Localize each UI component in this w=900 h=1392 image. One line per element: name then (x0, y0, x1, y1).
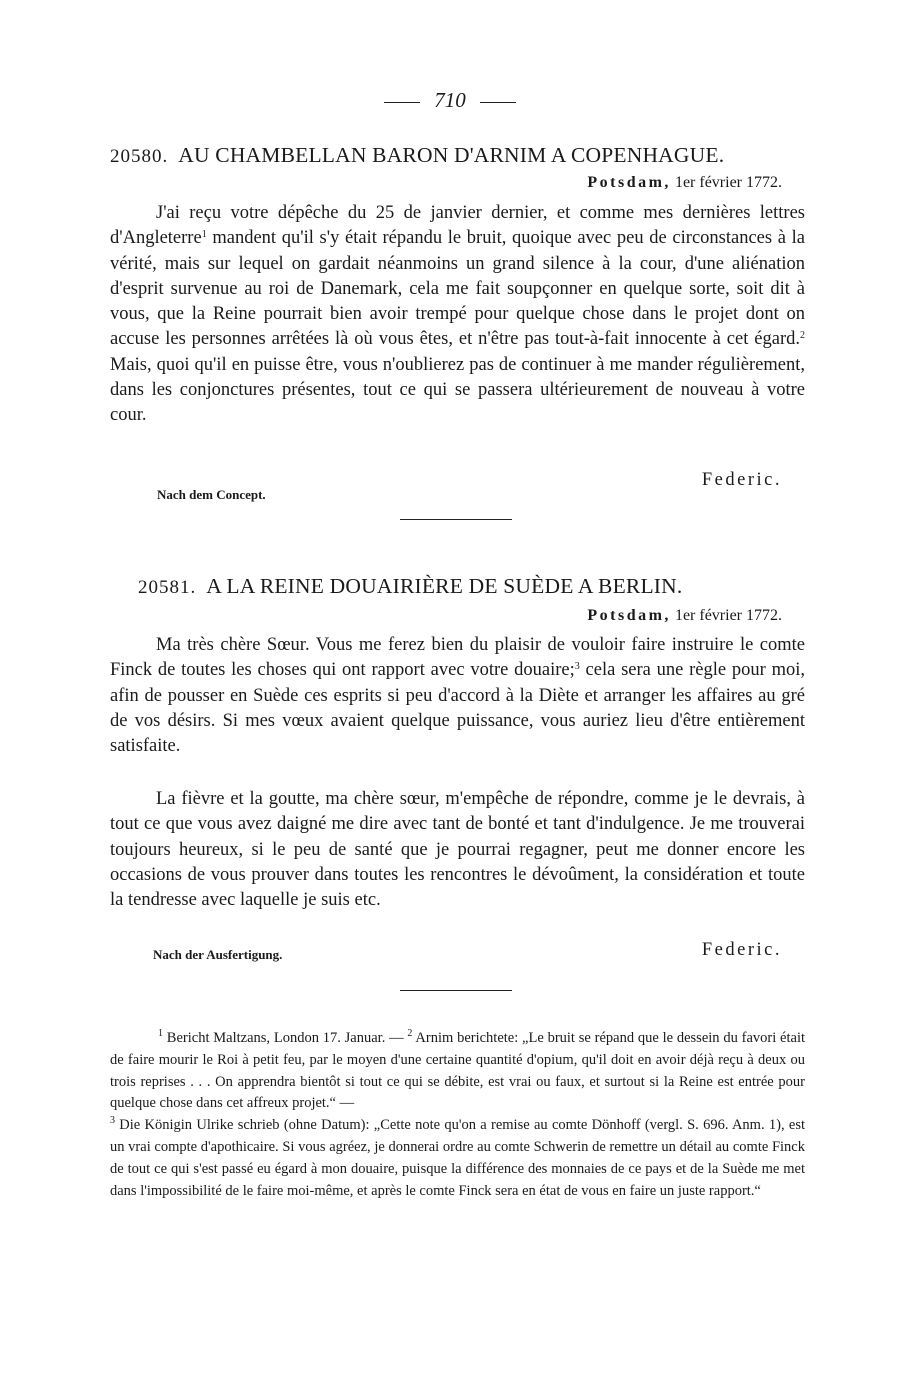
source-note: Nach dem Concept. (157, 487, 266, 502)
footnote-ref: 1 (201, 229, 207, 241)
letter-title: AU CHAMBELLAN BARON D'ARNIM A COPENHAGUE. (178, 143, 725, 167)
signature: Federic. (701, 470, 782, 490)
footnote-body: Die Königin Ulrike schrieb (ohne Datum): „Cette note qu'on a remise au comte Dönhoff (vergl. S. 696. Anm. 1), est un vrai compte d'apothicaire. Si vous agréez, je donnerai ordre au comte Schwerin de remettre un détail au comte Finck de tout ce qui s'est passé eu égard à mon douaire, puisque la différence des monnaies de ce pays et de la Suède me met dans l'impossibilité de le faire moi-même, et après le comte Finck sera en état de vous en faire un juste rapport.“ (110, 1117, 805, 1199)
page-number-right-dash (480, 102, 516, 103)
page-number-text: 710 (434, 88, 466, 112)
letter-body: La fièvre et la goutte, ma chère sœur, m'empêche de répondre, comme je le devrais, à tout ce que vous avez daigné me dire avec tant de bonté et tant d'indulgence. Je me trouverai toujours heureux, si le peu de santé que je pourrai regagner, peut me donner encore les occasions de vous prouver dans toutes les rencontres le dévoûment, la considération et toute la tendresse avec laquelle je suis etc. (110, 789, 805, 911)
letter-number: 20581. (138, 577, 197, 598)
separator-rule (400, 990, 512, 991)
signature: Federic. (701, 940, 782, 960)
footnote-body: Bericht Maltzans, London 17. Januar. — (163, 1030, 408, 1046)
letter-body (110, 201, 805, 429)
source-note: Nach der Ausfertigung. (153, 947, 283, 962)
letter-title: A LA REINE DOUAIRIÈRE DE SUÈDE A BERLIN. (206, 574, 683, 598)
letter-date: 1er février 1772. (674, 174, 782, 191)
letter-body (110, 633, 805, 759)
footnotes (110, 1028, 805, 1202)
page-number (0, 88, 900, 113)
page-number-left-dash (384, 102, 420, 103)
footnote-marker: 1 (158, 1028, 163, 1039)
letter-place: Potsdam, (587, 607, 671, 624)
body-text: Mais, quoi qu'il en puisse être, vous n'oublierez pas de continuer à me mander régulièrement, dans les conjonctures présentes, tout ce qui se passera ultérieurement de nouveau à votre cour. (110, 354, 805, 426)
letter-date: 1er février 1772. (674, 607, 782, 624)
footnote-ref: 2 (800, 330, 805, 342)
footnote-marker: 2 (407, 1028, 413, 1039)
body-text: mandent qu'il s'y était répandu le bruit, quoique avec peu de circonstances à la vérité, mais sur lequel on gardait néanmoins un grand silence à la cour, d'une aliénation d'esprit survenue au roi de Danemark, cela me fait soupçonner en quelque sorte, soit dit à vous, que la Reine pourrait bien avoir trempé pour quelque chose dans le projet dont on accuse les personnes arrêtées là où vous êtes, et n'être pas tout-à-fait innocente à cet égard. (110, 228, 805, 350)
letter-place: Potsdam, (587, 174, 671, 191)
footnote-body: Arnim berichtete: „Le bruit se répand que le dessein du favori était de faire mourir le Roi à petit feu, par le moyen d'une certaine quantité d'opium, qu'il doit en avoir déjà reçu à deux ou trois reprises . . . On apprendra bientôt si tout ce qui se débite, est vrai ou faux, et surtout si la Reine est entrée pour quelque chose dans cet affreux projet.“ — (110, 1030, 805, 1112)
separator-rule (400, 519, 512, 520)
letter-heading (110, 143, 810, 168)
letter-dateline (587, 174, 782, 192)
body-text: Ma très chère Sœur. Vous me ferez bien du plaisir de vouloir faire instruire le comte Finck de toutes les choses qui ont rapport avec votre douaire; (110, 635, 805, 681)
footnote-ref: 3 (574, 661, 580, 673)
letter-dateline (587, 607, 782, 625)
body-text: J'ai reçu votre dépêche du 25 de janvier dernier, et comme mes dernières lettres d'Angleterre (110, 203, 805, 249)
footnote-text (110, 1028, 805, 1202)
letter-heading (110, 574, 810, 599)
letter-number: 20580. (110, 146, 169, 167)
footnote-marker: 3 (110, 1115, 115, 1127)
body-text: cela sera une règle pour moi, afin de pousser en Suède ces esprits si peu d'accord à la Diète et arranger les affaires au gré de vos désirs. Si mes vœux avaient quelque puissance, vous auriez lieu d'être entièrement satisfaite. (110, 660, 806, 757)
